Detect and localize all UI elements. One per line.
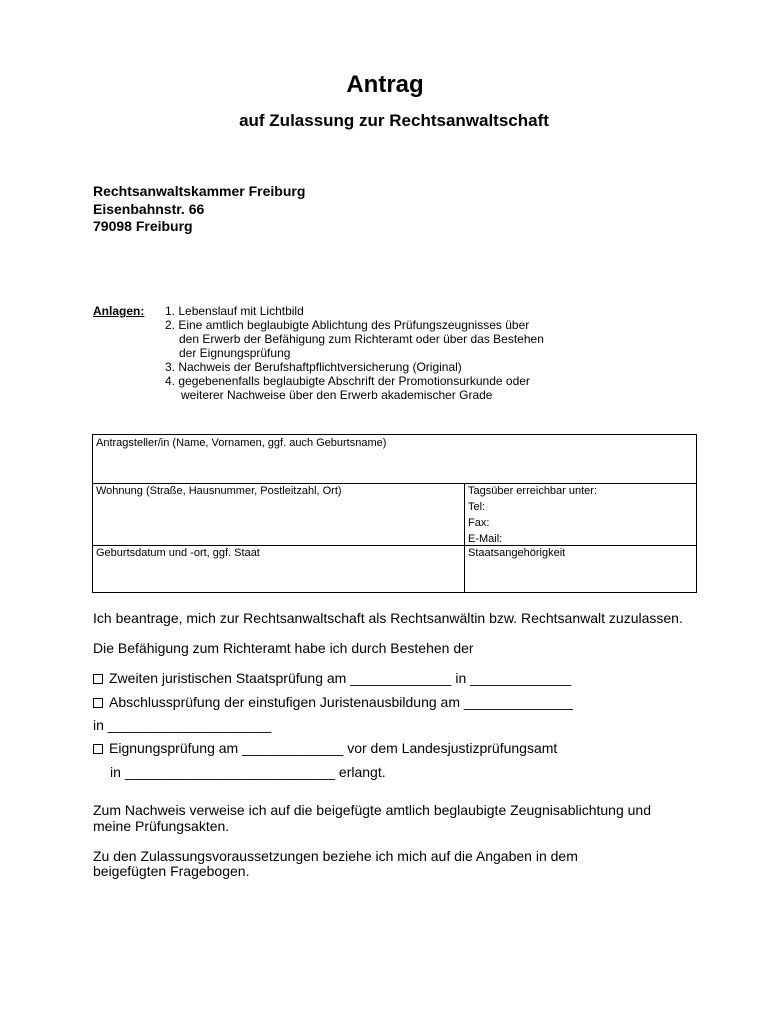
address-line-street: Eisenbahnstr. 66 xyxy=(93,201,205,217)
checkbox-eignungspruefung[interactable] xyxy=(93,744,103,754)
anlagen-item-4-cont: weiterer Nachweise über den Erwerb akademischer Grade xyxy=(181,388,493,402)
field-antragsteller[interactable] xyxy=(92,434,697,484)
paragraph-voraussetzungen-line2: beigefügten Fragebogen. xyxy=(93,863,250,879)
checkbox-abschlusspruefung[interactable] xyxy=(93,698,103,708)
option-abschlusspruefung-label: Abschlussprüfung der einstufigen Juristenausbildung am ______________ xyxy=(109,694,573,710)
address-line-chamber: Rechtsanwaltskammer Freiburg xyxy=(93,183,306,199)
anlagen-item-3: 3. Nachweis der Berufshaftpflichtversicherung (Original) xyxy=(165,360,462,374)
option-abschlusspruefung[interactable] xyxy=(93,694,573,710)
anlagen-item-2-cont: der Eignungsprüfung xyxy=(179,346,291,360)
anlagen-item-4: 4. gegebenenfalls beglaubigte Abschrift der Promotionsurkunde oder xyxy=(165,374,530,388)
paragraph-nachweis-line2: meine Prüfungsakten. xyxy=(93,818,230,834)
field-wohnung-label: Wohnung (Straße, Hausnummer, Postleitzahl, Ort) xyxy=(96,485,342,497)
paragraph-nachweis-line1: Zum Nachweis verweise ich auf die beigefügte amtlich beglaubigte Zeugnisablichtung und xyxy=(93,802,651,818)
field-wohnung[interactable] xyxy=(92,483,465,546)
option-eignungspruefung-ort: in ___________________________ erlangt. xyxy=(110,764,386,780)
field-fax-label: Fax: xyxy=(468,517,490,529)
option-eignungspruefung[interactable] xyxy=(93,740,557,756)
document-title: Antrag xyxy=(346,71,424,98)
option-staatspruefung[interactable] xyxy=(93,670,571,686)
checkbox-staatspruefung[interactable] xyxy=(93,674,103,684)
anlagen-item-2: 2. Eine amtlich beglaubigte Ablichtung des Prüfungszeugnisses über xyxy=(165,318,530,332)
option-staatspruefung-label: Zweiten juristischen Staatsprüfung am _____________ in _____________ xyxy=(109,670,572,686)
field-erreichbar-label: Tagsüber erreichbar unter: xyxy=(468,485,598,497)
field-antragsteller-label: Antragsteller/in (Name, Vornamen, ggf. auch Geburtsname) xyxy=(96,437,387,449)
field-staat-label: Staatsangehörigkeit xyxy=(468,547,566,559)
anlagen-label: Anlagen: xyxy=(93,304,145,318)
paragraph-befaehigung: Die Befähigung zum Richteramt habe ich durch Bestehen der xyxy=(93,640,474,656)
paragraph-antrag: Ich beantrage, mich zur Rechtsanwaltschaft als Rechtsanwältin bzw. Rechtsanwalt zuzulassen. xyxy=(93,610,683,626)
field-erreichbar[interactable] xyxy=(464,483,697,546)
document-subtitle: auf Zulassung zur Rechtsanwaltschaft xyxy=(239,111,549,130)
paragraph-voraussetzungen-line1: Zu den Zulassungsvoraussetzungen beziehe ich mich auf die Angaben in dem xyxy=(93,848,578,864)
address-line-city: 79098 Freiburg xyxy=(93,218,193,234)
field-staat[interactable] xyxy=(464,545,697,593)
option-eignungspruefung-label: Eignungsprüfung am _____________ vor dem Landesjustizprüfungsamt xyxy=(109,740,558,756)
field-geburt-label: Geburtsdatum und -ort, ggf. Staat xyxy=(96,547,260,559)
anlagen-item-2-cont: den Erwerb der Befähigung zum Richteramt oder über das Bestehen xyxy=(179,332,544,346)
option-abschlusspruefung-ort: in _____________________ xyxy=(93,717,272,733)
field-email-label: E-Mail: xyxy=(468,533,503,545)
anlagen-item-1: 1. Lebenslauf mit Lichtbild xyxy=(165,304,304,318)
field-tel-label: Tel: xyxy=(468,501,486,513)
field-geburt[interactable] xyxy=(92,545,465,593)
